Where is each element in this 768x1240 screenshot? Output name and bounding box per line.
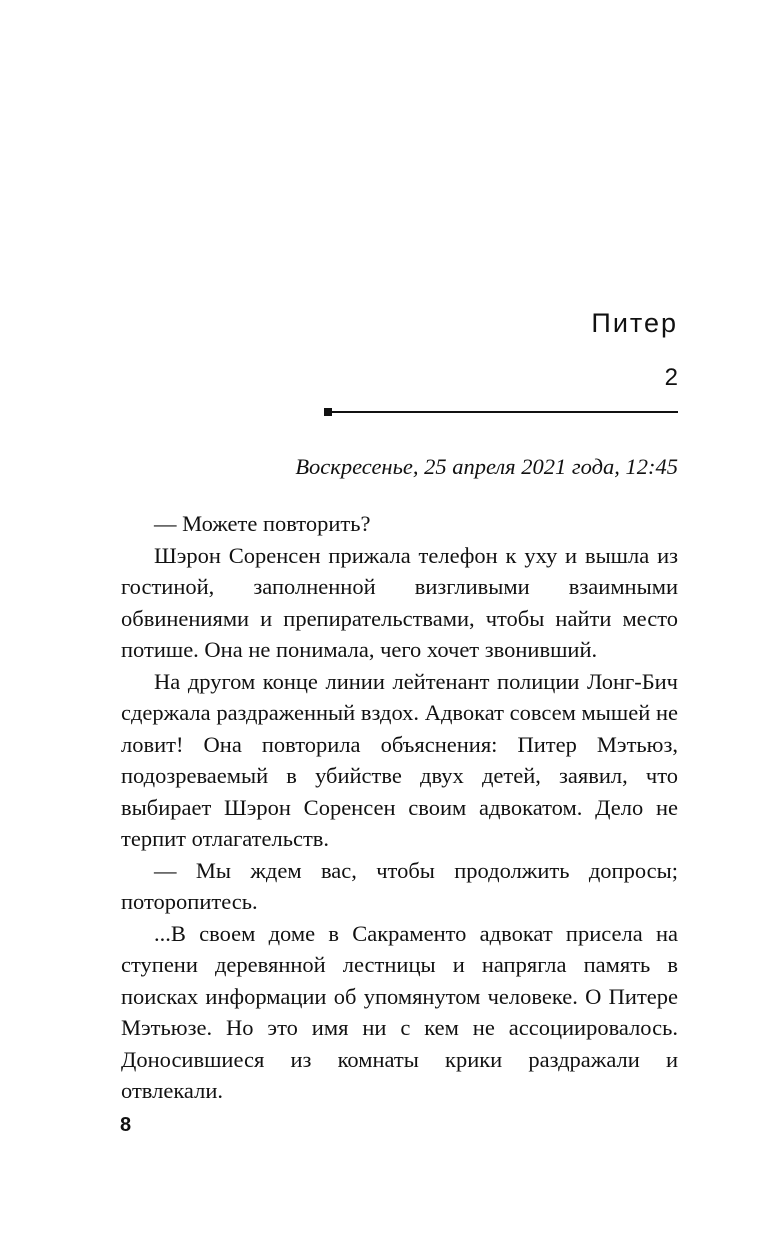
- chapter-number: 2: [664, 364, 678, 391]
- body-text: [121, 508, 678, 1107]
- chapter-rule: [326, 411, 678, 413]
- paragraph: — Мы ждем вас, чтобы продолжить допросы; поторопитесь.: [121, 857, 678, 914]
- chapter-title: Питер: [591, 308, 678, 338]
- paragraph: На другом конце линии лейтенант полиции Лонг-Бич сдержала раздраженный вздох. Адвокат совсем мышей не ловит! Она повторила объяснения: Питер Мэтьюз, подозреваемый в убийстве двух детей, заявил, что выбирает Шэрон Соренсен своим адвокатом. Дело не терпит отлагательств.: [121, 668, 678, 851]
- paragraph: — Можете повторить?: [154, 511, 371, 536]
- paragraph: Шэрон Соренсен прижала телефон к уху и вышла из гостиной, заполненной визгливыми взаимными обвинениями и препирательствами, чтобы найти место потише. Она не понимала, чего хочет звонивший.: [121, 542, 678, 662]
- dateline: Воскресенье, 25 апреля 2021 года, 12:45: [295, 454, 678, 479]
- page-number: 8: [120, 1114, 132, 1136]
- paragraph: ...В своем доме в Сакраменто адвокат присела на ступени деревянной лестницы и напрягла память в поисках информации об упомянутом человеке. О Питере Мэтьюзе. Но это имя ни с кем не ассоциировалось. Доносившиеся из комнаты крики раздражали и отвлекали.: [121, 920, 678, 1103]
